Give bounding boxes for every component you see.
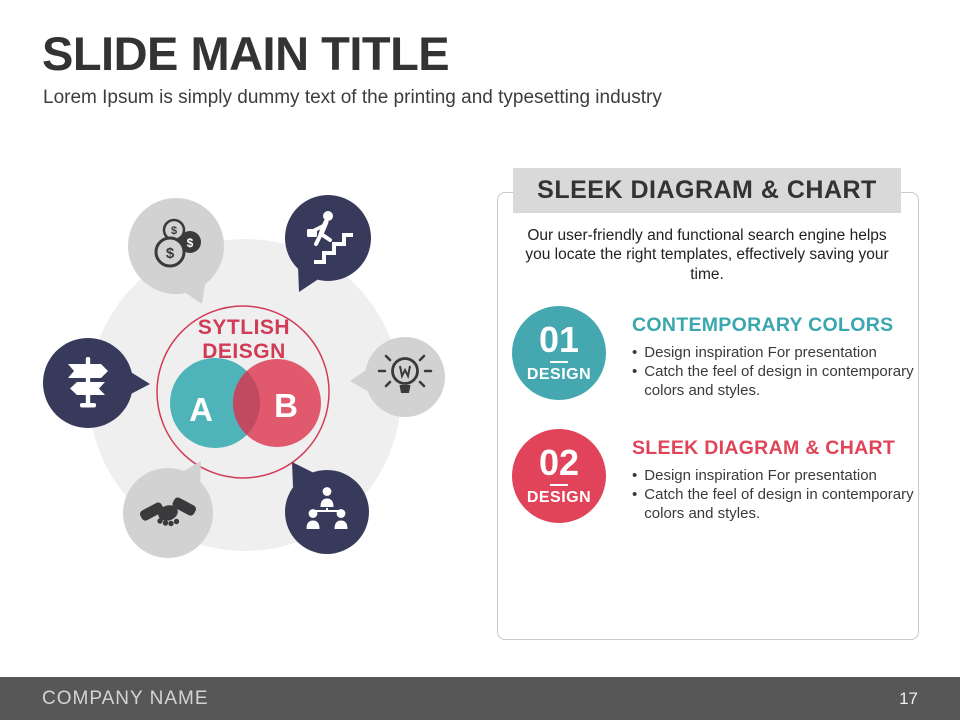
bullet-text: Design inspiration For presentation bbox=[644, 467, 877, 484]
bullet-item bbox=[632, 466, 924, 485]
bullet-text: Catch the feel of design in contemporary colors and styles. bbox=[644, 363, 914, 400]
number-underline bbox=[550, 361, 568, 364]
bullet-marker: • bbox=[632, 467, 638, 484]
venn-diagram bbox=[20, 168, 480, 598]
center-title-line1: SYTLISH bbox=[197, 316, 291, 339]
bullet-marker: • bbox=[632, 344, 638, 361]
item-heading: SLEEK DIAGRAM & CHART bbox=[632, 437, 896, 459]
bullet-text: Catch the feel of design in contemporary colors and styles. bbox=[644, 486, 914, 523]
item-body bbox=[632, 429, 924, 523]
bullet-item bbox=[632, 485, 924, 523]
design-item-1 bbox=[512, 306, 924, 400]
number-label: 01 bbox=[538, 318, 580, 360]
item-heading: CONTEMPORARY COLORS bbox=[632, 314, 894, 336]
bullet-text: Design inspiration For presentation bbox=[644, 344, 877, 361]
number-caption: DESIGN bbox=[526, 366, 592, 384]
svg-text:$: $ bbox=[165, 245, 175, 262]
svg-text:$: $ bbox=[170, 225, 178, 237]
venn-label-a: A bbox=[189, 391, 213, 428]
number-label: 02 bbox=[538, 441, 580, 483]
number-badge-01 bbox=[512, 306, 606, 400]
number-caption: DESIGN bbox=[526, 489, 592, 507]
item-body bbox=[632, 306, 924, 400]
card-description: Our user-friendly and functional search engine helps you locate the right templates, effectively saving your time. bbox=[525, 227, 889, 283]
bullet-item bbox=[632, 343, 924, 362]
company-name: COMPANY NAME bbox=[42, 687, 209, 709]
slide-title: SLIDE MAIN TITLE bbox=[42, 27, 450, 80]
bullet-marker: • bbox=[632, 363, 638, 381]
design-item-2 bbox=[512, 429, 924, 523]
bullet-item bbox=[632, 362, 924, 400]
page-number: 17 bbox=[899, 688, 918, 708]
number-underline bbox=[550, 484, 568, 487]
slide-subtitle: Lorem Ipsum is simply dummy text of the printing and typesetting industry bbox=[43, 87, 662, 108]
center-title-line2: DEISGN bbox=[202, 340, 286, 363]
bullet-marker: • bbox=[632, 486, 638, 504]
bullet-list bbox=[632, 466, 924, 523]
card-header: SLEEK DIAGRAM & CHART bbox=[513, 168, 901, 213]
number-badge-02 bbox=[512, 429, 606, 523]
venn-label-b: B bbox=[274, 387, 298, 424]
footer-bar bbox=[0, 677, 960, 720]
svg-text:$: $ bbox=[186, 236, 194, 250]
bullet-list bbox=[632, 343, 924, 400]
